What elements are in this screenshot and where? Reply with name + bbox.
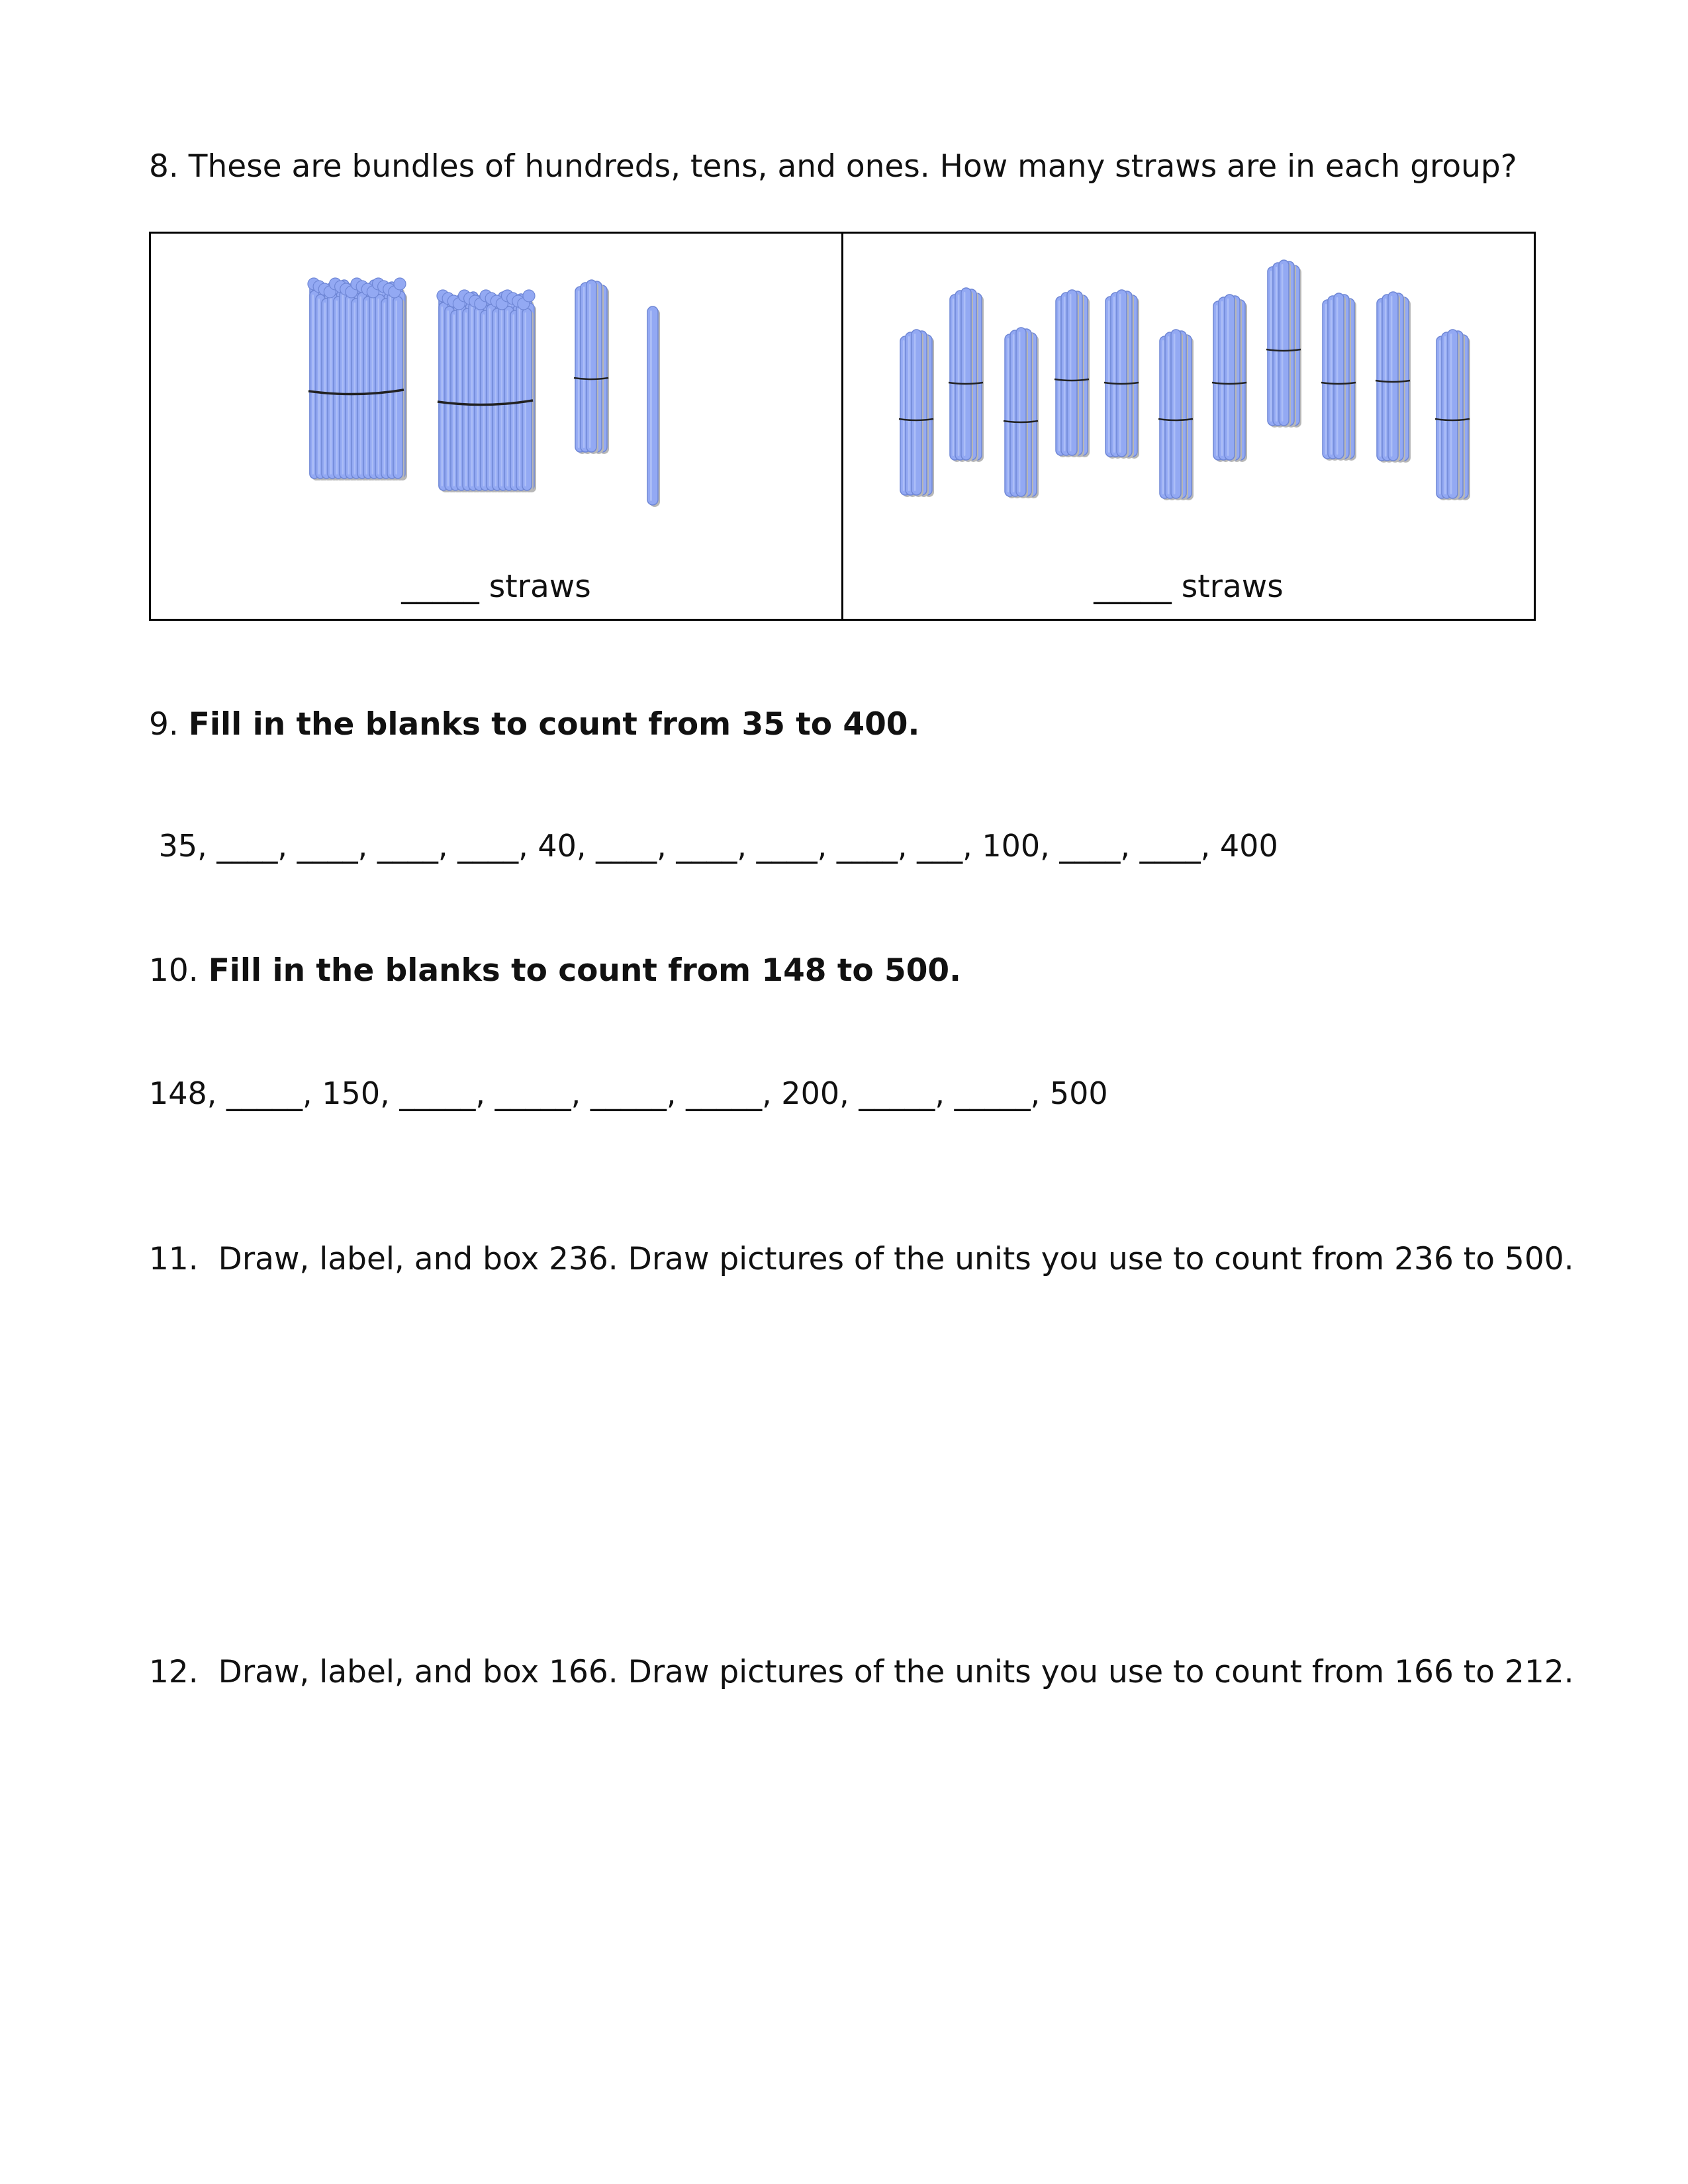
question-9-heading (149, 705, 919, 745)
question-9-count-sequence: 35, ____, ____, ____, ____, 40, ____, ____, ____, ____, ___, 100, ____, ____, 400 (149, 828, 1278, 864)
hundred-bundle-2 (437, 290, 536, 492)
ten-bundle-1 (899, 330, 934, 497)
question-12-prompt: 12. Draw, label, and box 166. Draw pictures of the units you use to count from 166 to 212. (149, 1654, 1574, 1690)
question-11-prompt: 11. Draw, label, and box 236. Draw pictures of the units you use to count from 236 to 500. (149, 1241, 1574, 1277)
hundreds-tens-ones-straws-illustration (151, 234, 843, 619)
ten-bundle-11 (1435, 330, 1470, 500)
right-straws-answer-label: _____ straws (1094, 569, 1284, 605)
straw-bundles-table (149, 232, 1536, 621)
question-9-prompt: Fill in the blanks to count from 35 to 400. (188, 706, 920, 743)
ten-bundle-8 (1266, 260, 1301, 428)
ten-bundle-5 (1104, 290, 1139, 459)
left-straw-group (151, 234, 841, 619)
tens-straws-illustration (843, 234, 1535, 619)
ten-bundle-4 (1055, 290, 1090, 457)
right-straw-group (841, 234, 1534, 619)
single-straw (647, 306, 660, 507)
ten-bundle-3 (1004, 328, 1039, 498)
question-10-number: 10. (149, 952, 199, 989)
ten-bundle-2 (949, 288, 984, 462)
question-10-heading (149, 951, 961, 991)
question-8-prompt: 8. These are bundles of hundreds, tens, and ones. How many straws are in each group? (149, 148, 1517, 185)
ten-bundle-6 (1158, 330, 1194, 500)
question-10-prompt: Fill in the blanks to count from 148 to 500. (208, 952, 961, 989)
ten-bundle-10 (1376, 292, 1411, 463)
left-straws-answer-label: _____ straws (401, 569, 591, 605)
question-9-number: 9. (149, 706, 179, 743)
hundred-bundle-1 (308, 278, 407, 480)
ten-bundle (574, 280, 609, 454)
ten-bundle-7 (1212, 295, 1247, 462)
ten-bundle-9 (1321, 293, 1356, 461)
question-10-count-sequence: 148, _____, 150, _____, _____, _____, _____, 200, _____, _____, 500 (149, 1075, 1108, 1111)
